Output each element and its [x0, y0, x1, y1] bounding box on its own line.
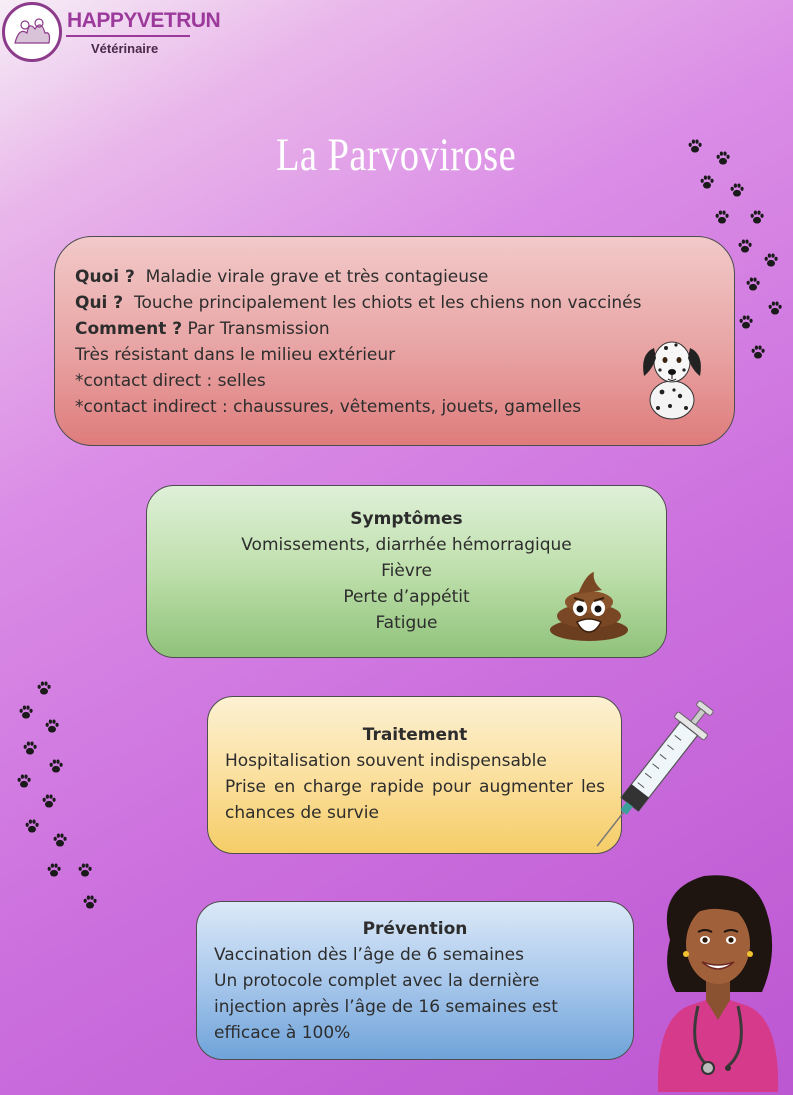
veterinarian-woman-icon	[648, 870, 788, 1092]
intro-line: *contact direct : selles	[75, 371, 266, 391]
page-title: La Parvovirose	[275, 129, 517, 181]
prevention-heading: Prévention	[362, 919, 468, 939]
paw-print-icon	[738, 314, 754, 330]
qui-text: Touche principalement les chiots et les chiens non vaccinés	[133, 293, 642, 313]
symptom-item: Vomissements, diarrhée hémorragique	[241, 535, 572, 555]
paw-print-icon	[48, 758, 64, 774]
paw-print-icon	[737, 238, 753, 254]
brand-name: HAPPYVETRUN	[67, 9, 221, 32]
paw-print-icon	[750, 344, 766, 360]
prevention-line: Un protocole complet avec la dernière injection après l’âge de 16 semaines est efficace à 100%	[214, 971, 558, 1043]
paw-print-icon	[729, 182, 745, 198]
paw-print-icon	[16, 773, 32, 789]
paw-print-icon	[82, 894, 98, 910]
brand-divider	[66, 35, 190, 37]
poop-emoji-icon	[548, 570, 630, 642]
paw-print-icon	[763, 252, 779, 268]
intro-line: *contact indirect : chaussures, vêtements, jouets, gamelles	[75, 397, 582, 417]
symptom-item: Fièvre	[381, 561, 432, 581]
paw-print-icon	[18, 704, 34, 720]
quoi-text: Maladie virale grave et très contagieuse	[145, 267, 489, 287]
quoi-label: Quoi ?	[75, 267, 135, 287]
paw-print-icon	[767, 300, 783, 316]
qui-label: Qui ?	[75, 293, 124, 313]
paw-print-icon	[699, 174, 715, 190]
paw-print-icon	[22, 740, 38, 756]
paw-print-icon	[715, 150, 731, 166]
intro-line: Très résistant dans le milieu extérieur	[75, 345, 396, 365]
qui-line	[75, 290, 734, 316]
symptom-item: Fatigue	[375, 613, 438, 633]
traitement-line: Hospitalisation souvent indispensable	[225, 751, 547, 771]
paw-print-icon	[745, 276, 761, 292]
symptomes-heading: Symptômes	[350, 509, 463, 529]
traitement-line: Prise en charge rapide pour augmenter les chances de survie	[225, 777, 605, 823]
paw-print-icon	[24, 818, 40, 834]
traitement-heading: Traitement	[362, 725, 468, 745]
comment-label: Comment ?	[75, 319, 183, 339]
syringe-icon	[590, 686, 720, 858]
comment-text: Par Transmission	[187, 319, 330, 339]
logo-icon	[2, 2, 62, 62]
quoi-line	[75, 264, 734, 290]
paw-print-icon	[36, 680, 52, 696]
brand-subtitle: Vétérinaire	[91, 41, 159, 56]
paw-print-icon	[41, 793, 57, 809]
paw-print-icon	[749, 209, 765, 225]
info-box-prevention	[196, 901, 634, 1060]
paw-print-icon	[714, 209, 730, 225]
paw-print-icon	[46, 862, 62, 878]
info-box-quoi	[54, 236, 735, 446]
dalmatian-dog-icon	[636, 330, 708, 420]
paw-print-icon	[687, 138, 703, 154]
paw-print-icon	[52, 832, 68, 848]
paw-print-icon	[77, 862, 93, 878]
prevention-line: Vaccination dès l’âge de 6 semaines	[214, 945, 524, 965]
paw-print-icon	[44, 718, 60, 734]
symptom-item: Perte d’appétit	[343, 587, 470, 607]
info-box-traitement	[207, 696, 622, 854]
